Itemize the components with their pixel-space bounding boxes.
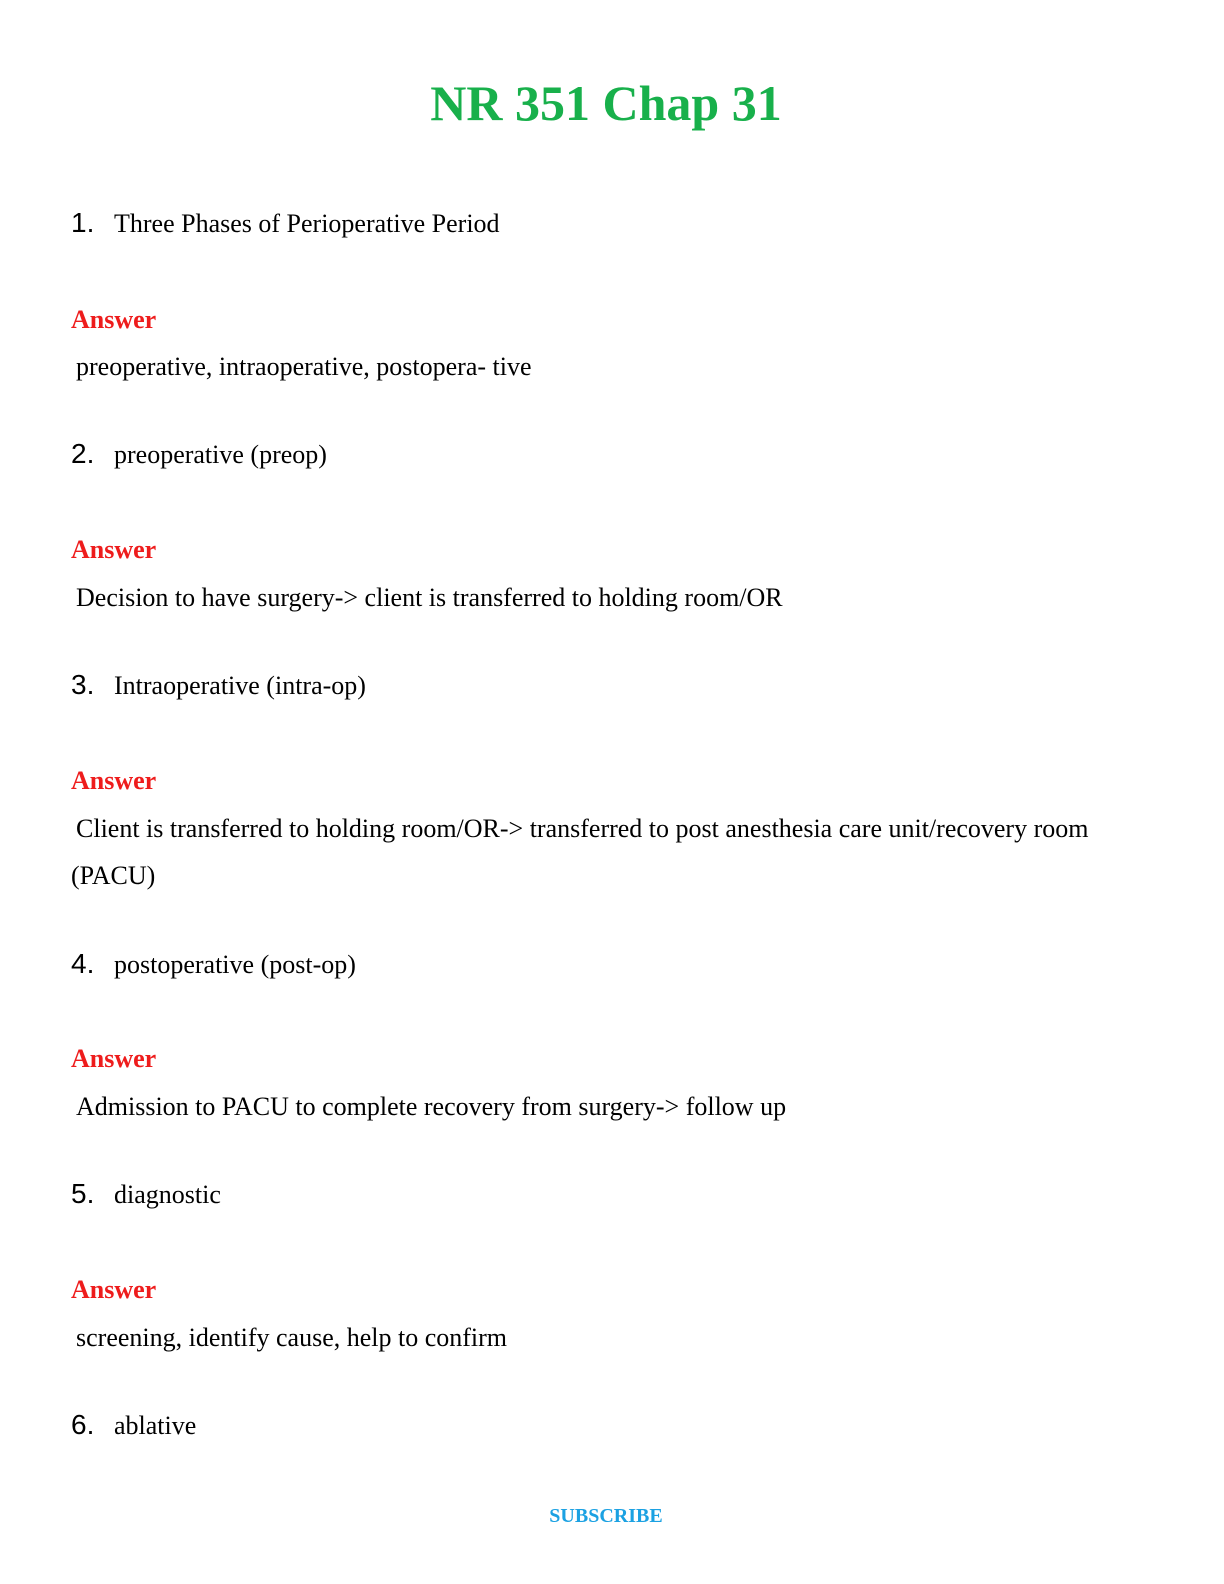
subscribe-link[interactable]: SUBSCRIBE <box>549 1505 663 1527</box>
answer-text: preoperative, intraoperative, postopera- tive <box>76 352 532 381</box>
question-item <box>71 668 1151 703</box>
question-text: ablative <box>114 1411 197 1440</box>
question-item <box>71 1177 1151 1212</box>
question-item <box>71 437 1151 472</box>
question-number: 4. <box>71 948 95 979</box>
question-item <box>71 206 1151 241</box>
question-number: 6. <box>71 1409 95 1440</box>
question-text: diagnostic <box>114 1180 221 1209</box>
question-number: 3. <box>71 669 95 700</box>
answer-text: Admission to PACU to complete recovery from surgery-> follow up <box>76 1092 787 1121</box>
answer-text: screening, identify cause, help to confirm <box>76 1323 508 1352</box>
question-text: preoperative (preop) <box>114 440 327 469</box>
answer-label: Answer <box>71 305 157 334</box>
question-text: Three Phases of Perioperative Period <box>114 209 500 238</box>
question-item <box>71 1408 1151 1443</box>
answer-label: Answer <box>71 1275 157 1304</box>
answer-label: Answer <box>71 535 157 564</box>
question-text: Intraoperative (intra-op) <box>114 671 366 700</box>
question-text: postoperative (post-op) <box>114 950 356 979</box>
answer-label: Answer <box>71 766 157 795</box>
question-item <box>71 947 1151 982</box>
page-title: NR 351 Chap 31 <box>430 75 782 131</box>
question-number: 2. <box>71 438 95 469</box>
answer-text: Client is transferred to holding room/OR-> transferred to post anesthesia care unit/recovery room (PACU) <box>71 814 1089 890</box>
question-number: 1. <box>71 207 95 238</box>
answer-label: Answer <box>71 1044 157 1073</box>
question-number: 5. <box>71 1178 95 1209</box>
answer-text: Decision to have surgery-> client is transferred to holding room/OR <box>76 583 783 612</box>
